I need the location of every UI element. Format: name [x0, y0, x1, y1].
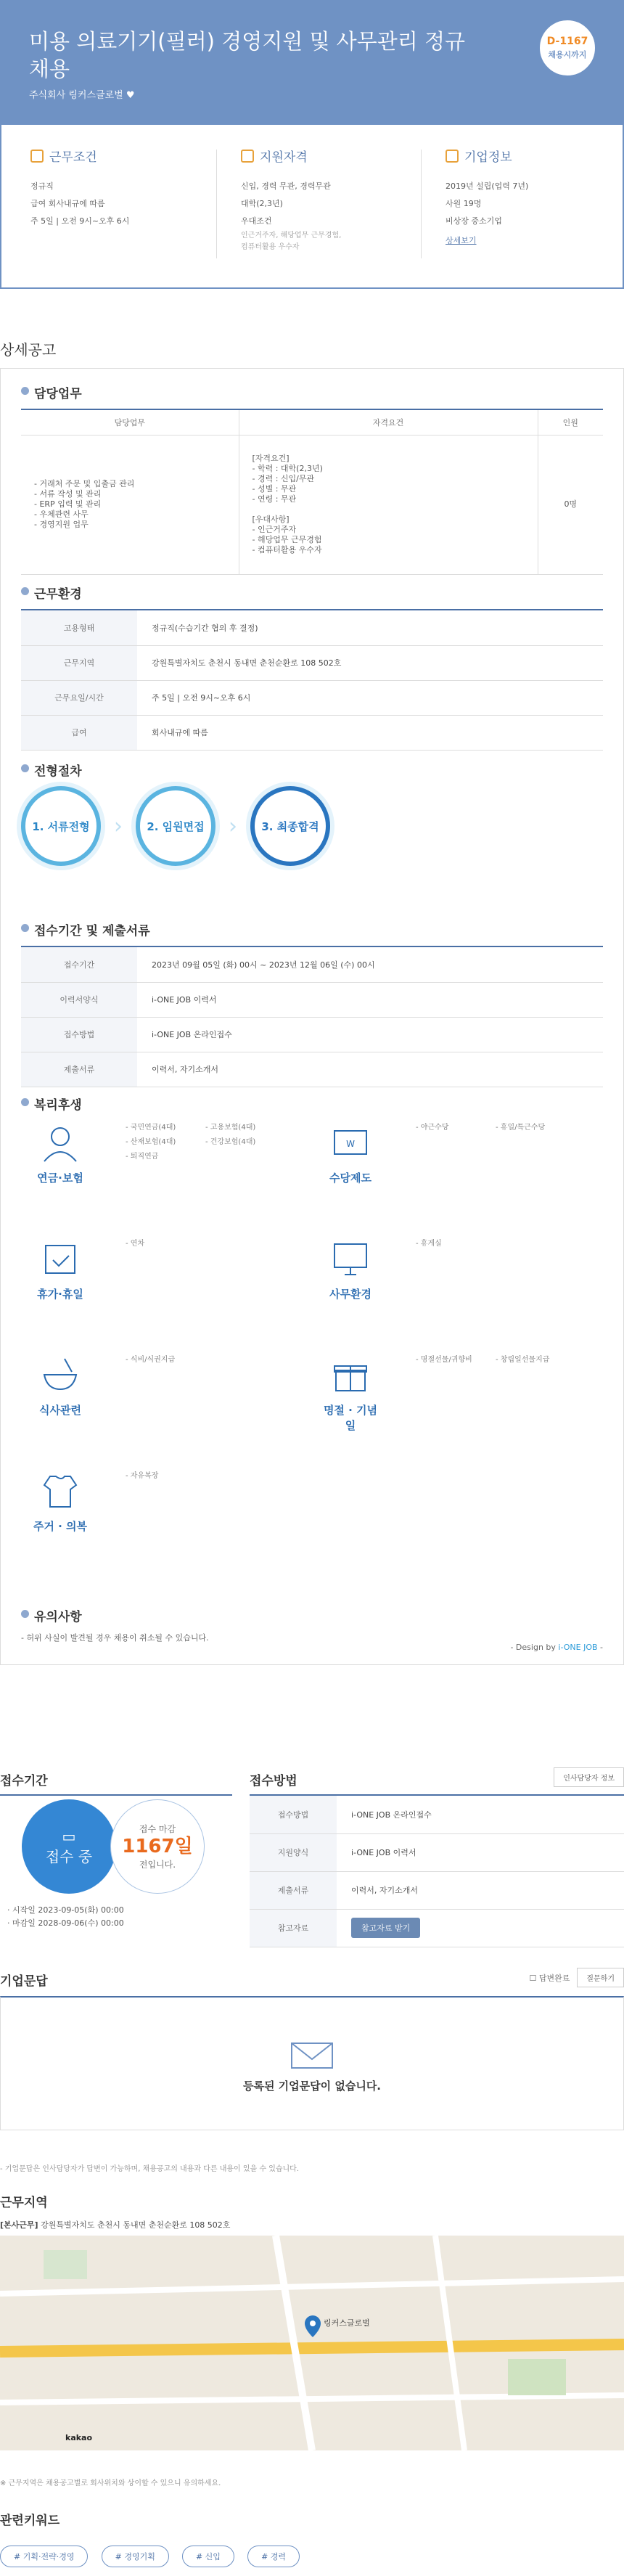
- duty-section: 담당업무 담당업무 자격요건 인원 - 거래처 주문 및 입출금 관리 - 서류 작성 및 관리 - ERP 입력 및 관리 - 우체관련 사무 - 경영지원 업무 [자격요건] - 학력 : 대학(2,3년) - 경력 : 신입/무관 - 성별 : 무관 - 연령 : 무관 [우대사항] - 인근거주자 - 해당업무 근무경험 - 컴퓨터활용 우수자 0명: [21, 383, 603, 575]
- heart-icon[interactable]: ♥: [126, 90, 135, 101]
- envelope-icon: [290, 2035, 334, 2071]
- map-view[interactable]: 링커스글로벌 kakao: [0, 2236, 624, 2450]
- welfare-holiday: 휴가·휴일 - 연차: [31, 1237, 314, 1338]
- job-title: 미용 의료기기(필러) 경영지원 및 사무관리 정규채용: [29, 29, 465, 81]
- process-section: 전형절차 1. 서류전형 › 2. 임원면접 › 3. 최종합격: [21, 761, 603, 866]
- work-conditions: 근무조건 정규직 급여 회사내규에 따름 주 5일 | 오전 9시~오후 6시: [30, 150, 130, 226]
- company-detail-link[interactable]: 상세보기: [446, 236, 477, 245]
- doctor-icon: [38, 1121, 82, 1164]
- company-name[interactable]: 주식회사 링커스글로벌 ♥: [29, 90, 135, 101]
- calendar-icon: [38, 1237, 82, 1280]
- welfare-gift: 명절 · 기념일 - 명절선물/귀향비 - 창립일선물지급: [321, 1353, 604, 1455]
- monitor-icon: [329, 1237, 372, 1280]
- ask-question-button[interactable]: 질문하기: [577, 1968, 624, 1987]
- step-2: 2. 임원면접: [136, 786, 215, 866]
- welfare-pension: 연금·보험 - 국민연금(4대) - 산재보험(4대) - 퇴직연금 - 고용보험(4대) - 건강보험(4대): [31, 1121, 314, 1222]
- gift-icon: [329, 1353, 372, 1397]
- hr-info-button[interactable]: 인사담당자 정보: [554, 1767, 624, 1787]
- keyword-tag[interactable]: # 기획·전략·경영: [0, 2546, 88, 2567]
- qa-section: 기업문답 ☐ 답변완료 질문하기 등록된 기업문답이 없습니다. - 기업문답은 인사담당자가 답변이 가능하며, 채용공고의 내용과 다른 내용이 있을 수 있습니다.: [0, 1971, 624, 2173]
- shirt-icon: [38, 1469, 82, 1513]
- keyword-tag[interactable]: # 경력: [247, 2546, 300, 2567]
- welfare-office: 사무환경 - 휴게실: [321, 1237, 604, 1338]
- map-pin-icon[interactable]: [305, 2315, 321, 2340]
- chevron-right-icon: ›: [114, 813, 123, 839]
- qualifications: 지원자격 신입, 경력 무관, 경력무관 대학(2,3년) 우대조건 인근거주자, 해당업무 근무경험, 컴퓨터활용 우수자: [241, 150, 342, 251]
- company-info: 기업정보 2019년 설립(업력 7년) 사원 19명 비상장 중소기업 상세보기: [446, 150, 529, 245]
- keywords-section: 관련키워드 # 기획·전략·경영 # 경영기획 # 신입 # 경력: [0, 2510, 624, 2567]
- detail-section: [0, 368, 624, 1665]
- download-reference-button[interactable]: 참고자료 받기: [351, 1918, 420, 1938]
- book-icon: ▭: [62, 1827, 76, 1845]
- keyword-tag[interactable]: # 경영기획: [102, 2546, 169, 2567]
- briefcase-icon: [30, 150, 44, 163]
- receive-section: 접수기간 ▭ 접수 중 접수 마감 1167일 전입니다. · 시작일 2023-09-05(화) 00:00 · 마감일 2028-09-06(수) 00:00 접수방법 인사담당자 정보 접수방법 i-ONE JOB 온라인접수 지원양식 i-ONE JOB 이력서 제출서류 이력서, 자기소개서 참고자료 참고자료 받기: [0, 1770, 624, 1945]
- checkbox-icon: ☐: [529, 1973, 537, 1983]
- summary-box: [0, 125, 624, 289]
- env-section: 근무환경 고용형태 정규직(수습기간 협의 후 결정) 근무지역 강원특별자치도 춘천시 동내면 춘천순환로 108 502호 근무요일/시간 주 5일 | 오전 9시~오후 6시 급여 회사내규에 따름: [21, 584, 603, 751]
- building-icon: [446, 150, 459, 163]
- welfare-allowance: W 수당제도 - 야근수당 - 휴일/특근수당: [321, 1121, 604, 1222]
- design-credit: - Design by i-ONE JOB -: [510, 1643, 603, 1652]
- detail-heading: 상세공고: [0, 341, 57, 359]
- step-1: 1. 서류전형: [21, 786, 101, 866]
- step-3: 3. 최종합격: [250, 786, 330, 866]
- wallet-icon: [329, 1121, 372, 1164]
- location-section: 근무지역 [본사근무] 강원특별자치도 춘천시 동내면 춘천순환로 108 502호: [0, 2196, 231, 2230]
- caution-section: 유의사항 - 허위 사실이 발견될 경우 채용이 취소될 수 있습니다.: [21, 1606, 603, 1643]
- chevron-right-icon: ›: [229, 813, 237, 839]
- answered-checkbox[interactable]: ☐ 답변완료: [529, 1973, 570, 1983]
- welfare-section: 복리후생 연금·보험 - 국민연금(4대) - 산재보험(4대) - 퇴직연금 - 고용보험(4대) - 건강보험(4대) W 수당제도 - 야근수당 - 휴일/특근수당 휴가·휴일 - 연차 사무환경 - 휴게실 식사관련 - 식비/식권지급 명절 · 기념일 - 명절선물/귀향비 - 창립일선물지급 주거 · 의복 - 자유복장: [21, 1095, 603, 1603]
- person-icon: [241, 150, 254, 163]
- remain-bubble: 접수 마감 1167일 전입니다.: [110, 1799, 205, 1894]
- kakao-logo: kakao: [65, 2433, 93, 2442]
- status-bubble: ▭ 접수 중: [22, 1799, 116, 1894]
- svg-text:W: W: [346, 1139, 355, 1149]
- welfare-clothing: 주거 · 의복 - 자유복장: [31, 1469, 314, 1571]
- period-section: 접수기간 및 제출서류 접수기간 2023년 09월 05일 (화) 00시 ~ 2023년 12월 06일 (수) 00시 이력서양식 i-ONE JOB 이력서 접수방법 i-ONE JOB 온라인접수 제출서류 이력서, 자기소개서: [21, 920, 603, 1087]
- rice-bowl-icon: [38, 1353, 82, 1397]
- dday-badge: D-1167 채용시까지: [540, 20, 595, 75]
- keyword-tag[interactable]: # 신입: [182, 2546, 234, 2567]
- job-header: [0, 0, 624, 125]
- welfare-meal: 식사관련 - 식비/식권지급: [31, 1353, 314, 1455]
